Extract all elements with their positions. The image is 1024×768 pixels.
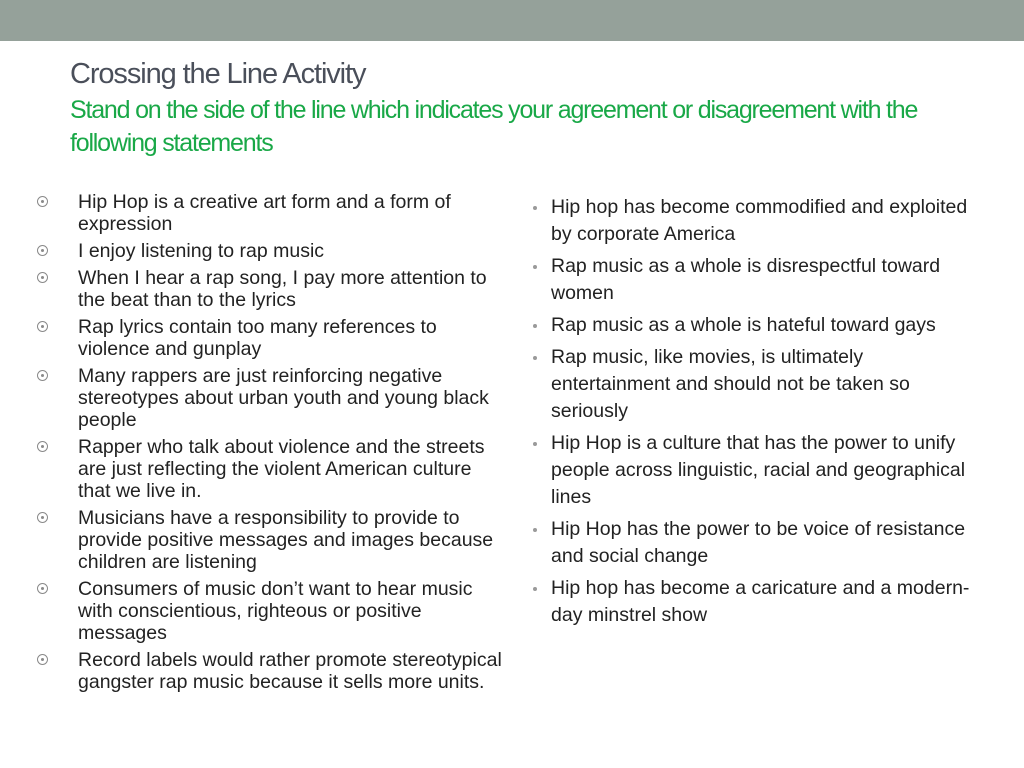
list-item [34,436,504,502]
list-item [530,194,970,248]
statement-text: Hip hop has become a caricature and a modern-day minstrel show [551,577,970,626]
list-item [530,312,970,339]
list-item [34,240,504,262]
statement-text: I enjoy listening to rap music [78,240,325,262]
dot-bullet-icon [533,587,537,591]
statement-text: Musicians have a responsibility to provide to provide positive messages and images because children are listening [78,507,494,573]
right-statement-list [530,194,970,634]
statement-text: Many rappers are just reinforcing negative stereotypes about urban youth and young black people [78,365,489,431]
statement-text: Rapper who talk about violence and the streets are just reflecting the violent American culture that we live in. [78,436,485,502]
statement-text: When I hear a rap song, I pay more attention to the beat than to the lyrics [78,267,487,311]
circle-bullet-icon [37,370,48,381]
list-item [34,191,504,235]
statement-text: Rap music as a whole is hateful toward gays [551,314,936,336]
statement-text: Hip hop has become commodified and exploited by corporate America [551,196,968,245]
circle-bullet-icon [37,272,48,283]
statement-text: Hip Hop is a culture that has the power to unify people across linguistic, racial and geographical lines [551,432,966,508]
dot-bullet-icon [533,206,537,210]
list-item [530,344,970,425]
slide-title: Crossing the Line Activity [70,58,366,90]
circle-bullet-icon [37,245,48,256]
statement-text: Hip Hop has the power to be voice of resistance and social change [551,518,966,567]
circle-bullet-icon [37,321,48,332]
list-item [34,649,504,693]
circle-bullet-icon [37,583,48,594]
dot-bullet-icon [533,356,537,360]
list-item [34,267,504,311]
statement-text: Consumers of music don’t want to hear music with conscientious, righteous or positive messages [78,578,473,644]
dot-bullet-icon [533,324,537,328]
title-block [70,58,970,160]
slide-subtitle: Stand on the side of the line which indicates your agreement or disagreement with the following statements [70,96,918,157]
list-item [530,516,970,570]
statement-text: Record labels would rather promote stereotypical gangster rap music because it sells more units. [78,649,502,693]
list-item [34,578,504,644]
circle-bullet-icon [37,512,48,523]
dot-bullet-icon [533,528,537,532]
circle-bullet-icon [37,441,48,452]
statement-text: Hip Hop is a creative art form and a form of expression [78,191,451,235]
list-item [530,575,970,629]
statement-text: Rap music as a whole is disrespectful toward women [551,255,941,304]
list-item [34,507,504,573]
list-item [530,253,970,307]
statement-text: Rap lyrics contain too many references to violence and gunplay [78,316,437,360]
circle-bullet-icon [37,196,48,207]
dot-bullet-icon [533,442,537,446]
list-item [34,365,504,431]
dot-bullet-icon [533,265,537,269]
list-item [34,316,504,360]
left-statement-list [34,191,504,698]
statement-text: Rap music, like movies, is ultimately entertainment and should not be taken so seriously [551,346,910,422]
circle-bullet-icon [37,654,48,665]
header-bar [0,0,1024,41]
list-item [530,430,970,511]
